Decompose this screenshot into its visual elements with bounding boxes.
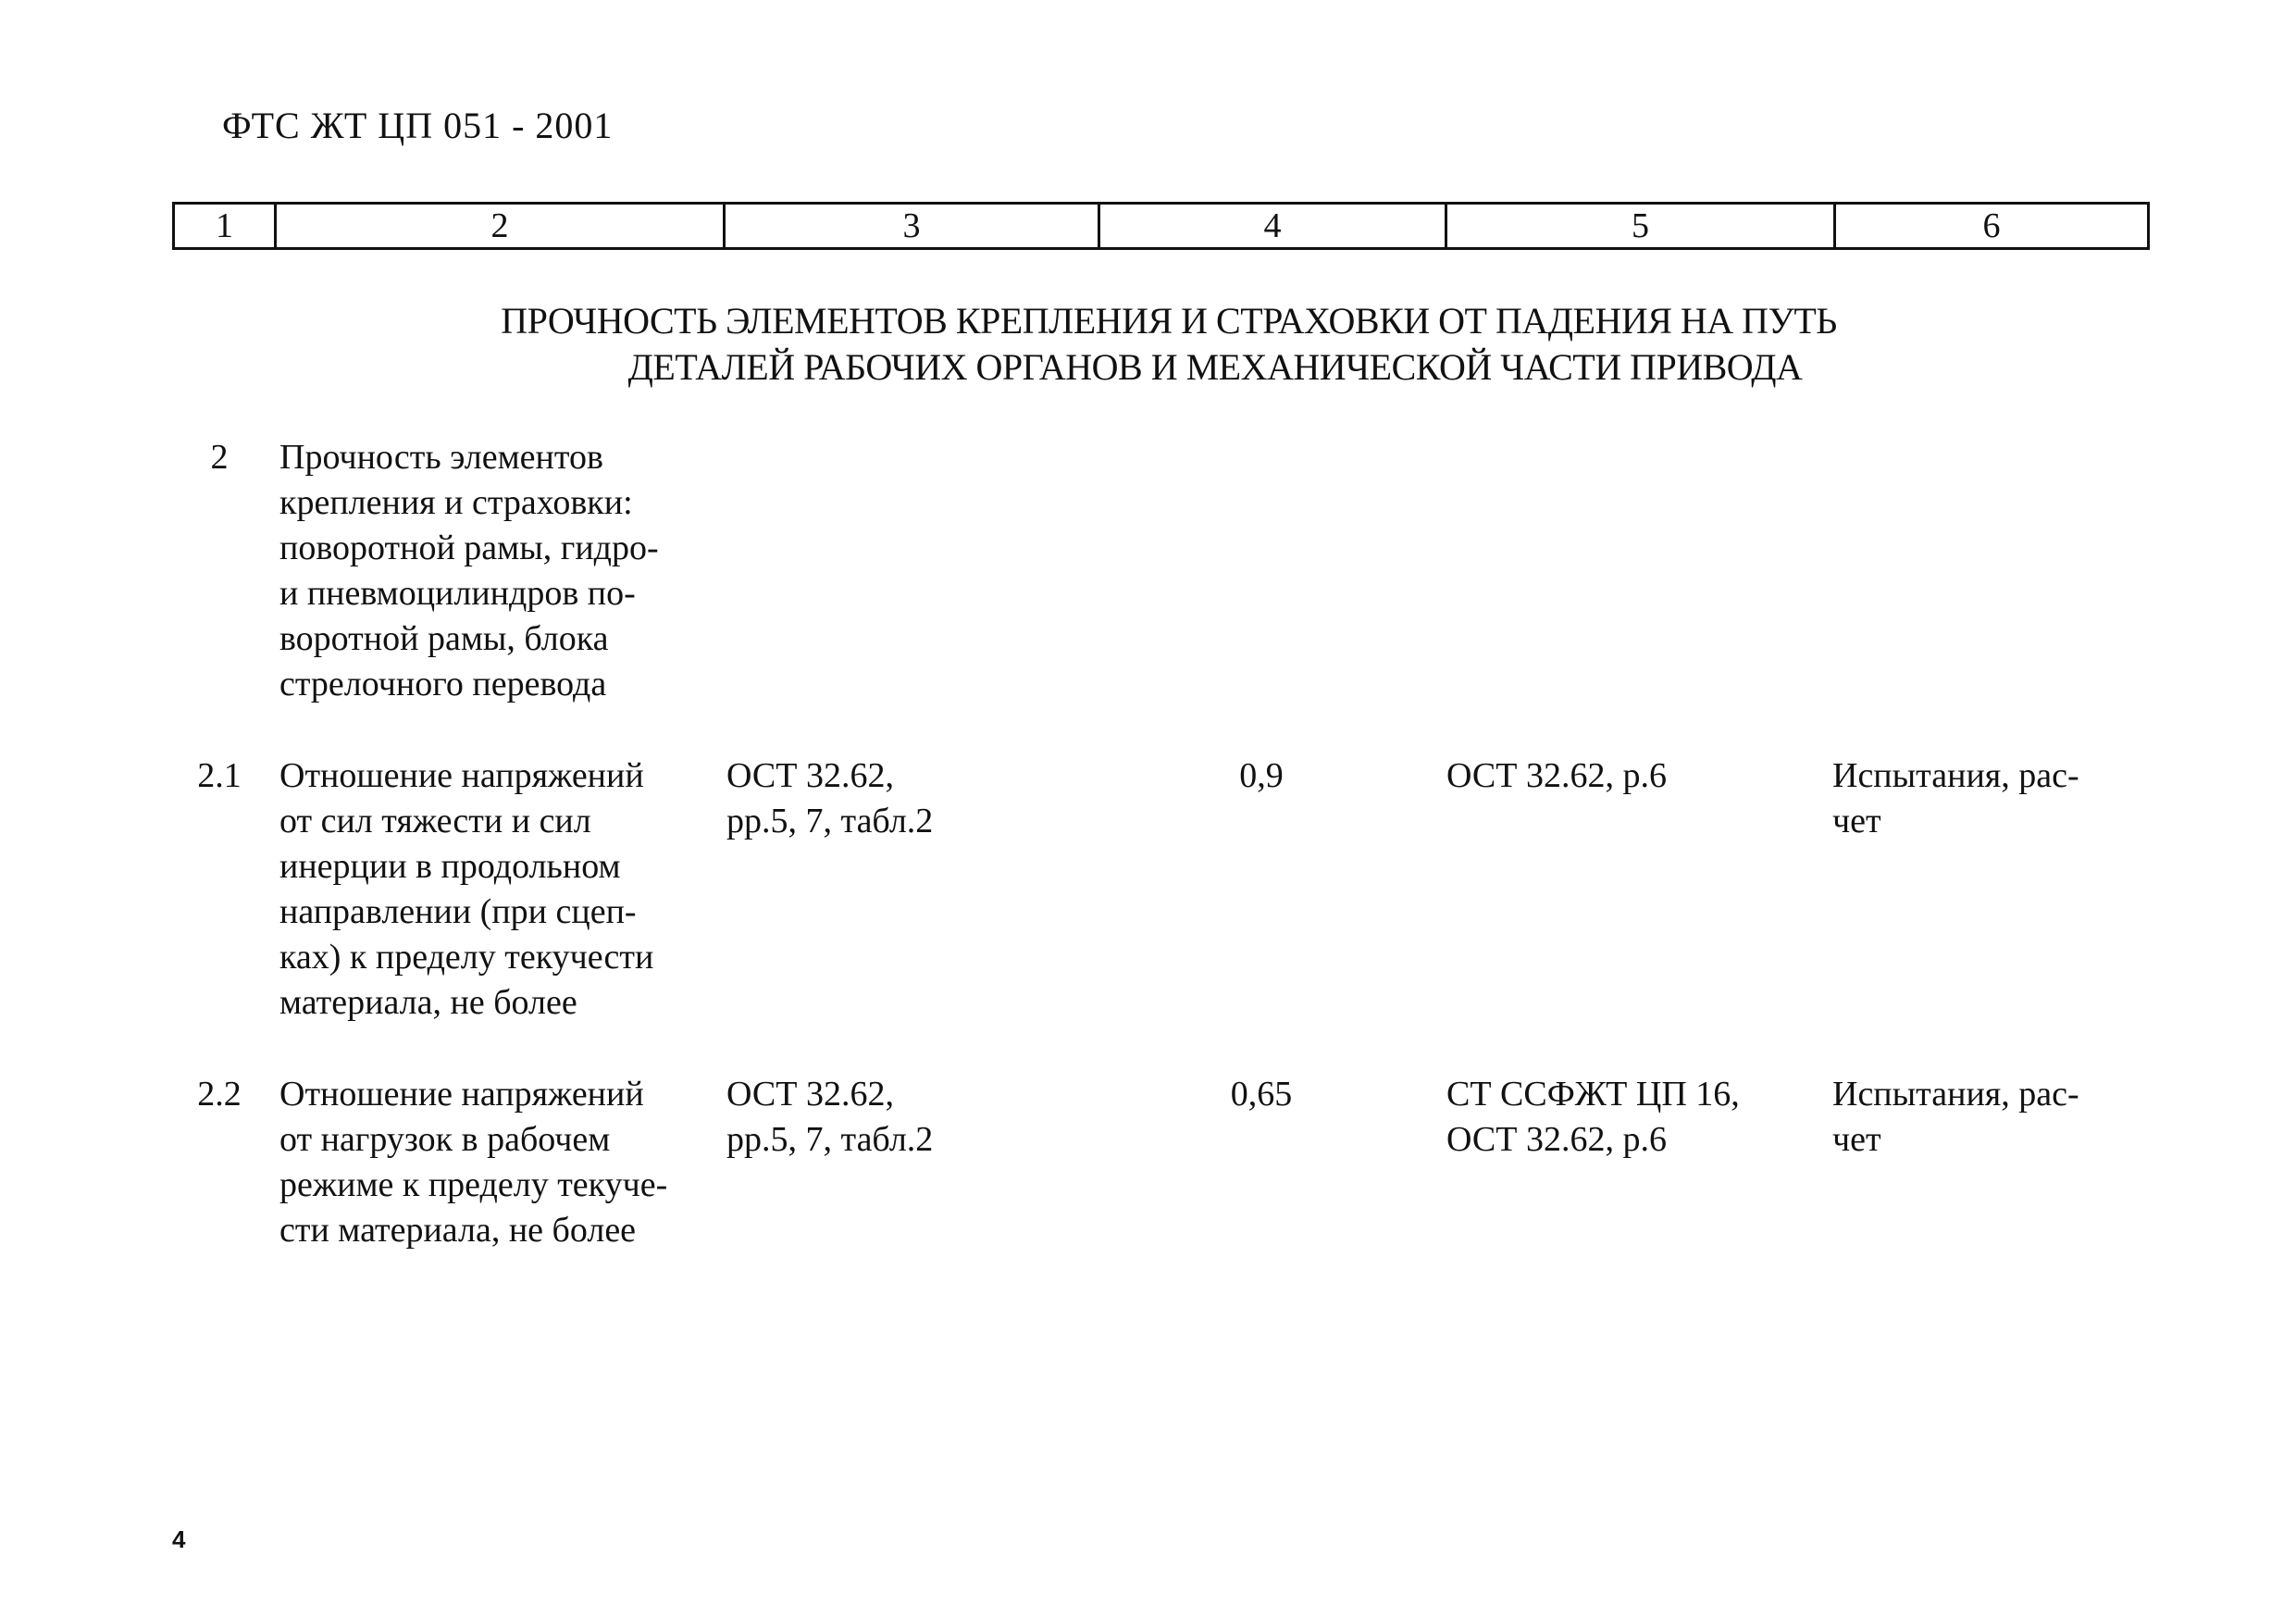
row-number: 2.2	[197, 1075, 242, 1114]
method-line: чет	[1832, 802, 1881, 840]
method-document-line: ОСТ 32.62, р.6	[1446, 756, 1667, 795]
column-number-6: 6	[1835, 204, 2149, 249]
normative-value: 0,9	[1239, 756, 1284, 795]
page-number: 4	[172, 1525, 186, 1553]
reference-line: рр.5, 7, табл.2	[726, 1120, 934, 1159]
method-document-line: ОСТ 32.62, р.6	[1446, 1120, 1667, 1159]
parameter-name-line: Отношение напряжений	[279, 1075, 644, 1114]
section-title-line-2: ДЕТАЛЕЙ РАБОЧИХ ОРГАНОВ И МЕХАНИЧЕСКОЙ ЧАСТИ ПРИВОДА	[627, 346, 1803, 388]
method-document-line: СТ ССФЖТ ЦП 16,	[1446, 1075, 1740, 1114]
row-number: 2	[210, 438, 229, 477]
column-number-3: 3	[725, 204, 1099, 249]
parameter-name-line: материала, не более	[279, 983, 577, 1022]
reference-line: ОСТ 32.62,	[726, 756, 894, 795]
row-number: 2.1	[197, 756, 242, 795]
parameter-name-line: Отношение напряжений	[279, 756, 644, 795]
parameter-name	[279, 753, 714, 1026]
method-line: Испытания, рас-	[1832, 756, 2079, 795]
parameter-name-line: от сил тяжести и сил	[279, 802, 591, 840]
parameter-name-line: от нагрузок в рабочем	[279, 1120, 611, 1159]
column-number-header	[172, 202, 2150, 250]
section-title	[172, 298, 2147, 391]
parameter-name	[279, 435, 714, 707]
document-code: ФТС ЖТ ЦП 051 - 2001	[222, 105, 614, 146]
parameter-name-line: крепления и страховки:	[279, 483, 633, 522]
parameter-name-line: поворотной рамы, гидро-	[279, 529, 659, 567]
normative-value: 0,65	[1230, 1075, 1293, 1114]
parameter-name	[279, 1072, 714, 1253]
parameter-name-line: Прочность элементов	[279, 438, 603, 477]
parameter-name-line: воротной рамы, блока	[279, 619, 609, 658]
normative-reference	[726, 1072, 1060, 1163]
parameter-name-line: режиме к пределу текуче-	[279, 1165, 668, 1204]
column-number-5: 5	[1446, 204, 1835, 249]
method-line: Испытания, рас-	[1832, 1075, 2079, 1114]
reference-line: рр.5, 7, табл.2	[726, 802, 934, 840]
column-number-2: 2	[276, 204, 725, 249]
parameter-name-line: инерции в продольном	[279, 847, 621, 886]
parameter-name-line: ках) к пределу текучести	[279, 938, 654, 977]
method-line: чет	[1832, 1120, 1881, 1159]
verification-method	[1832, 1072, 2147, 1163]
verification-method	[1832, 753, 2147, 844]
reference-line: ОСТ 32.62,	[726, 1075, 894, 1114]
column-number-4: 4	[1099, 204, 1446, 249]
method-document	[1446, 1072, 1817, 1163]
section-title-line-1: ПРОЧНОСТЬ ЭЛЕМЕНТОВ КРЕПЛЕНИЯ И СТРАХОВКИ ОТ ПАДЕНИЯ НА ПУТЬ	[501, 300, 1837, 342]
parameter-name-line: сти материала, не более	[279, 1211, 637, 1250]
normative-reference	[726, 753, 1060, 844]
parameter-name-line: и пневмоцилиндров по-	[279, 574, 636, 613]
method-document	[1446, 753, 1817, 799]
parameter-name-line: стрелочного перевода	[279, 665, 607, 703]
column-number-1: 1	[174, 204, 276, 249]
parameter-name-line: направлении (при сцеп-	[279, 892, 637, 931]
